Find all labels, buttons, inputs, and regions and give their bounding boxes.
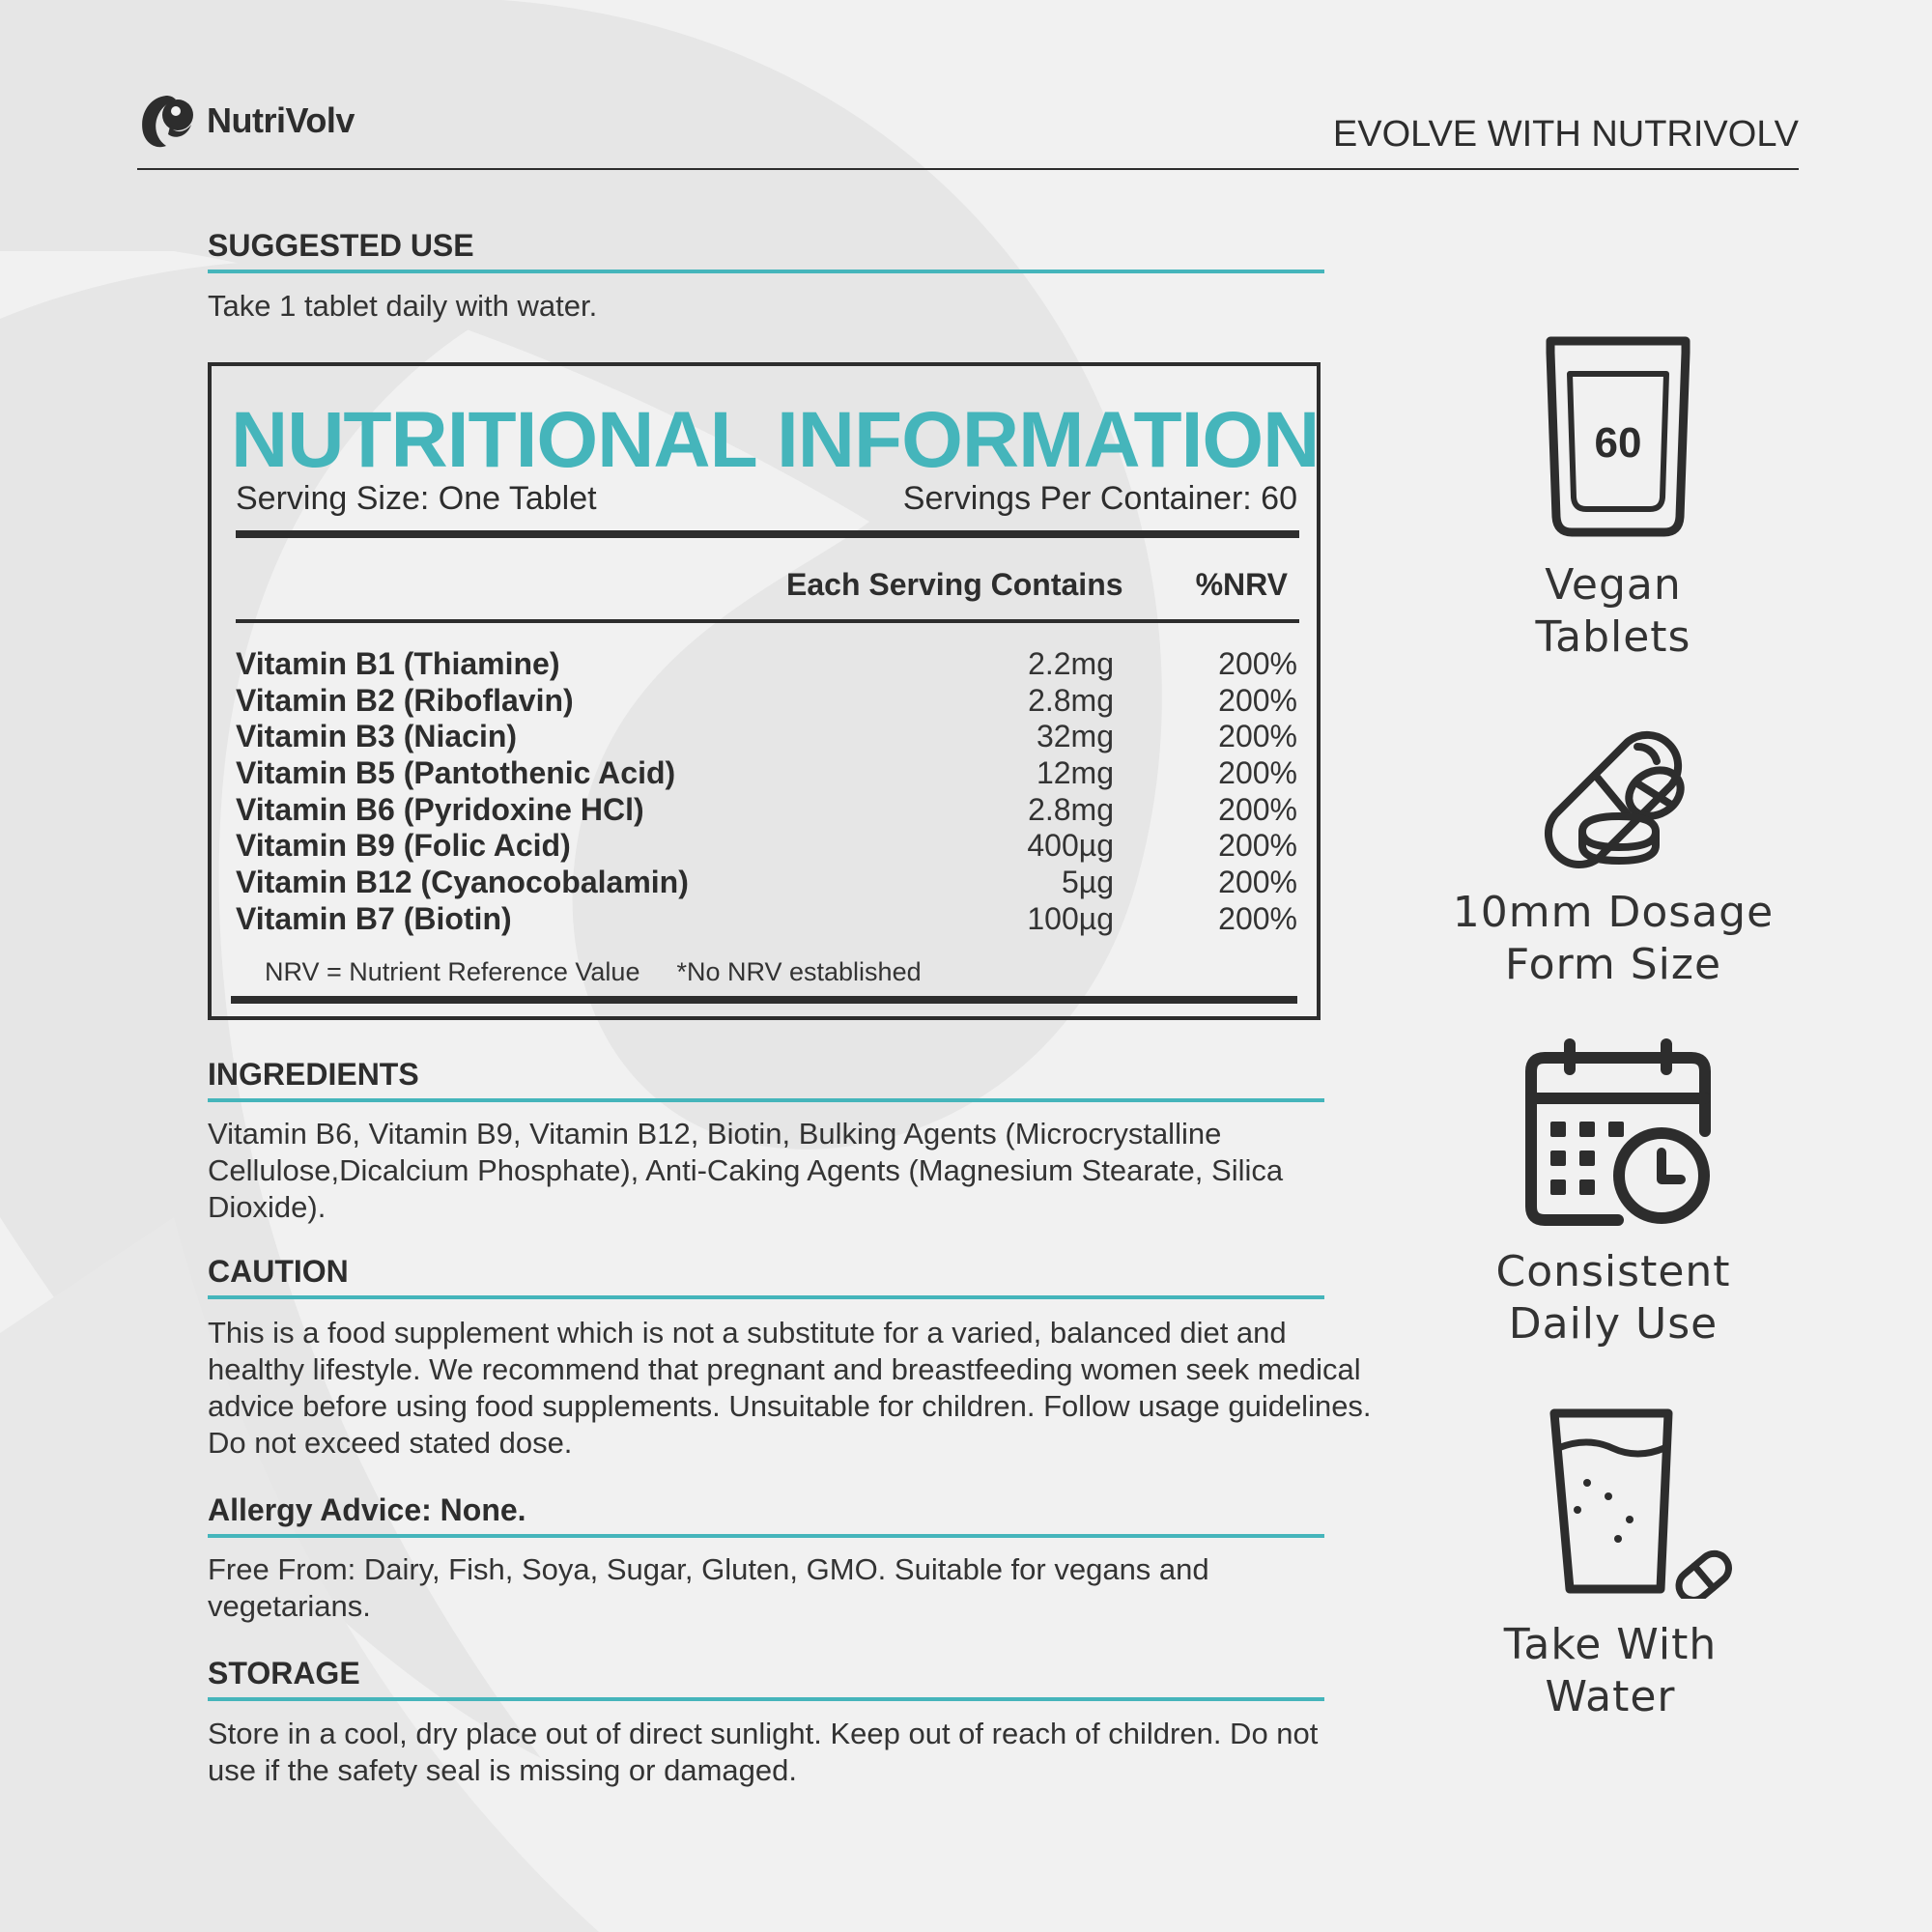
brand-logo [137, 87, 355, 155]
servings-per-container: Servings Per Container: 60 [902, 480, 1297, 517]
nutrient-name: Vitamin B9 (Folic Acid) [236, 828, 571, 864]
column-header-nrv: %NRV [1195, 567, 1288, 602]
tagline: EVOLVE WITH NUTRIVOLV [1332, 114, 1799, 155]
suggested-use-heading: SUGGESTED USE [208, 228, 1324, 273]
nutrient-rows [236, 646, 1297, 938]
nutrition-title: NUTRITIONAL INFORMATION [231, 396, 1320, 484]
nutrient-name: Vitamin B12 (Cyanocobalamin) [236, 865, 689, 900]
pouch-icon [1541, 333, 1695, 541]
nutrient-amount: 400µg [1027, 828, 1114, 864]
nutrient-name: Vitamin B3 (Niacin) [236, 719, 518, 754]
free-from-text: Free From: Dairy, Fish, Soya, Sugar, Gluten, GMO. Suitable for vegans and vegetarians. [208, 1552, 1209, 1623]
caution-text: This is a food supplement which is not a substitute for a varied, balanced diet and healthy lifestyle. We recommend that pregnant and breastfeeding women seek medical advice before using food supplements. Unsuitable for children. Follow usage guidelines. Do not exceed stated dose. [208, 1316, 1372, 1460]
feature-vegan-tablets [1517, 333, 1719, 541]
nutrient-name: Vitamin B5 (Pantothenic Acid) [236, 755, 676, 791]
feature-label-vegan [1420, 559, 1806, 664]
footnote-nrv: NRV = Nutrient Reference Value [265, 957, 640, 986]
column-header-serving: Each Serving Contains [786, 567, 1123, 602]
feature-line: Consistent [1495, 1247, 1731, 1296]
nutrient-amount: 2.8mg [1028, 682, 1114, 718]
allergy-heading: Allergy Advice: None. [208, 1492, 1324, 1538]
nutrient-row [236, 901, 1297, 938]
feature-line: Daily Use [1508, 1299, 1719, 1349]
ingredients-text: Vitamin B6, Vitamin B9, Vitamin B12, Biotin, Bulking Agents (Microcrystalline Cellulose,Dicalcium Phosphate), Anti-Caking Agents (Magnesium Stearate, Silica Dioxide). [208, 1117, 1284, 1224]
nutrition-rule-top [236, 530, 1299, 538]
storage-text: Store in a cool, dry place out of direct sunlight. Keep out of reach of children. Do not use if the safety seal is missing or damaged. [208, 1717, 1319, 1787]
calendar-clock-icon [1521, 1038, 1715, 1232]
feature-dosage-size [1517, 708, 1719, 872]
feature-line: Water [1545, 1672, 1676, 1721]
nutrient-row [236, 865, 1297, 901]
footnote-no-nrv: *No NRV established [676, 957, 922, 986]
nutrient-nrv: 200% [1218, 719, 1297, 754]
feature-label-water [1417, 1619, 1804, 1723]
nutrient-amount: 12mg [1036, 755, 1114, 791]
nutrient-nrv: 200% [1218, 755, 1297, 791]
nutrient-row [236, 755, 1297, 792]
feature-consistent-use [1517, 1038, 1719, 1232]
nutrient-name: Vitamin B2 (Riboflavin) [236, 682, 574, 718]
nutrient-amount: 32mg [1036, 719, 1114, 754]
nutrient-nrv: 200% [1218, 791, 1297, 827]
nutrient-nrv: 200% [1218, 646, 1297, 681]
feature-line: Vegan [1545, 560, 1682, 610]
feature-line: 10mm Dosage [1452, 888, 1775, 937]
feature-line: Tablets [1535, 612, 1691, 662]
nutrient-nrv: 200% [1218, 865, 1297, 900]
brand-name: NutriVolv [207, 100, 355, 140]
nutrient-amount: 2.2mg [1028, 646, 1114, 681]
serving-size: Serving Size: One Tablet [236, 480, 597, 517]
nutrient-name: Vitamin B6 (Pyridoxine HCl) [236, 791, 644, 827]
feature-label-consistent [1420, 1246, 1806, 1350]
suggested-use-text: Take 1 tablet daily with water. [208, 289, 598, 323]
nutrient-nrv: 200% [1218, 900, 1297, 936]
nutrition-rule-bottom [231, 996, 1297, 1004]
nutrient-name: Vitamin B7 (Biotin) [236, 900, 512, 936]
feature-line: Take With [1503, 1620, 1718, 1669]
feature-take-with-water [1536, 1406, 1739, 1599]
pouch-count: 60 [1594, 419, 1642, 467]
nutrient-nrv: 200% [1218, 828, 1297, 864]
nutrient-amount: 100µg [1027, 900, 1114, 936]
nutrient-row [236, 646, 1297, 683]
nutrivolv-logo-icon [137, 90, 199, 152]
nutrition-footnotes [265, 957, 922, 987]
nutrient-amount: 2.8mg [1028, 791, 1114, 827]
nutrient-nrv: 200% [1218, 682, 1297, 718]
nutrient-row [236, 683, 1297, 720]
ingredients-heading: INGREDIENTS [208, 1057, 1324, 1102]
feature-line: Form Size [1504, 940, 1722, 989]
feature-label-dosage [1420, 887, 1806, 991]
nutrition-panel [208, 362, 1321, 1020]
header-divider [137, 168, 1799, 170]
nutrient-row [236, 719, 1297, 755]
nutrient-row [236, 828, 1297, 865]
storage-heading: STORAGE [208, 1656, 1324, 1701]
nutrient-amount: 5µg [1061, 865, 1114, 900]
caution-heading: CAUTION [208, 1254, 1324, 1299]
capsule-tablets-icon [1536, 708, 1700, 872]
nutrient-name: Vitamin B1 (Thiamine) [236, 646, 560, 681]
nutrition-rule-header [236, 619, 1299, 623]
nutrient-row [236, 792, 1297, 829]
water-glass-icon [1541, 1406, 1734, 1599]
